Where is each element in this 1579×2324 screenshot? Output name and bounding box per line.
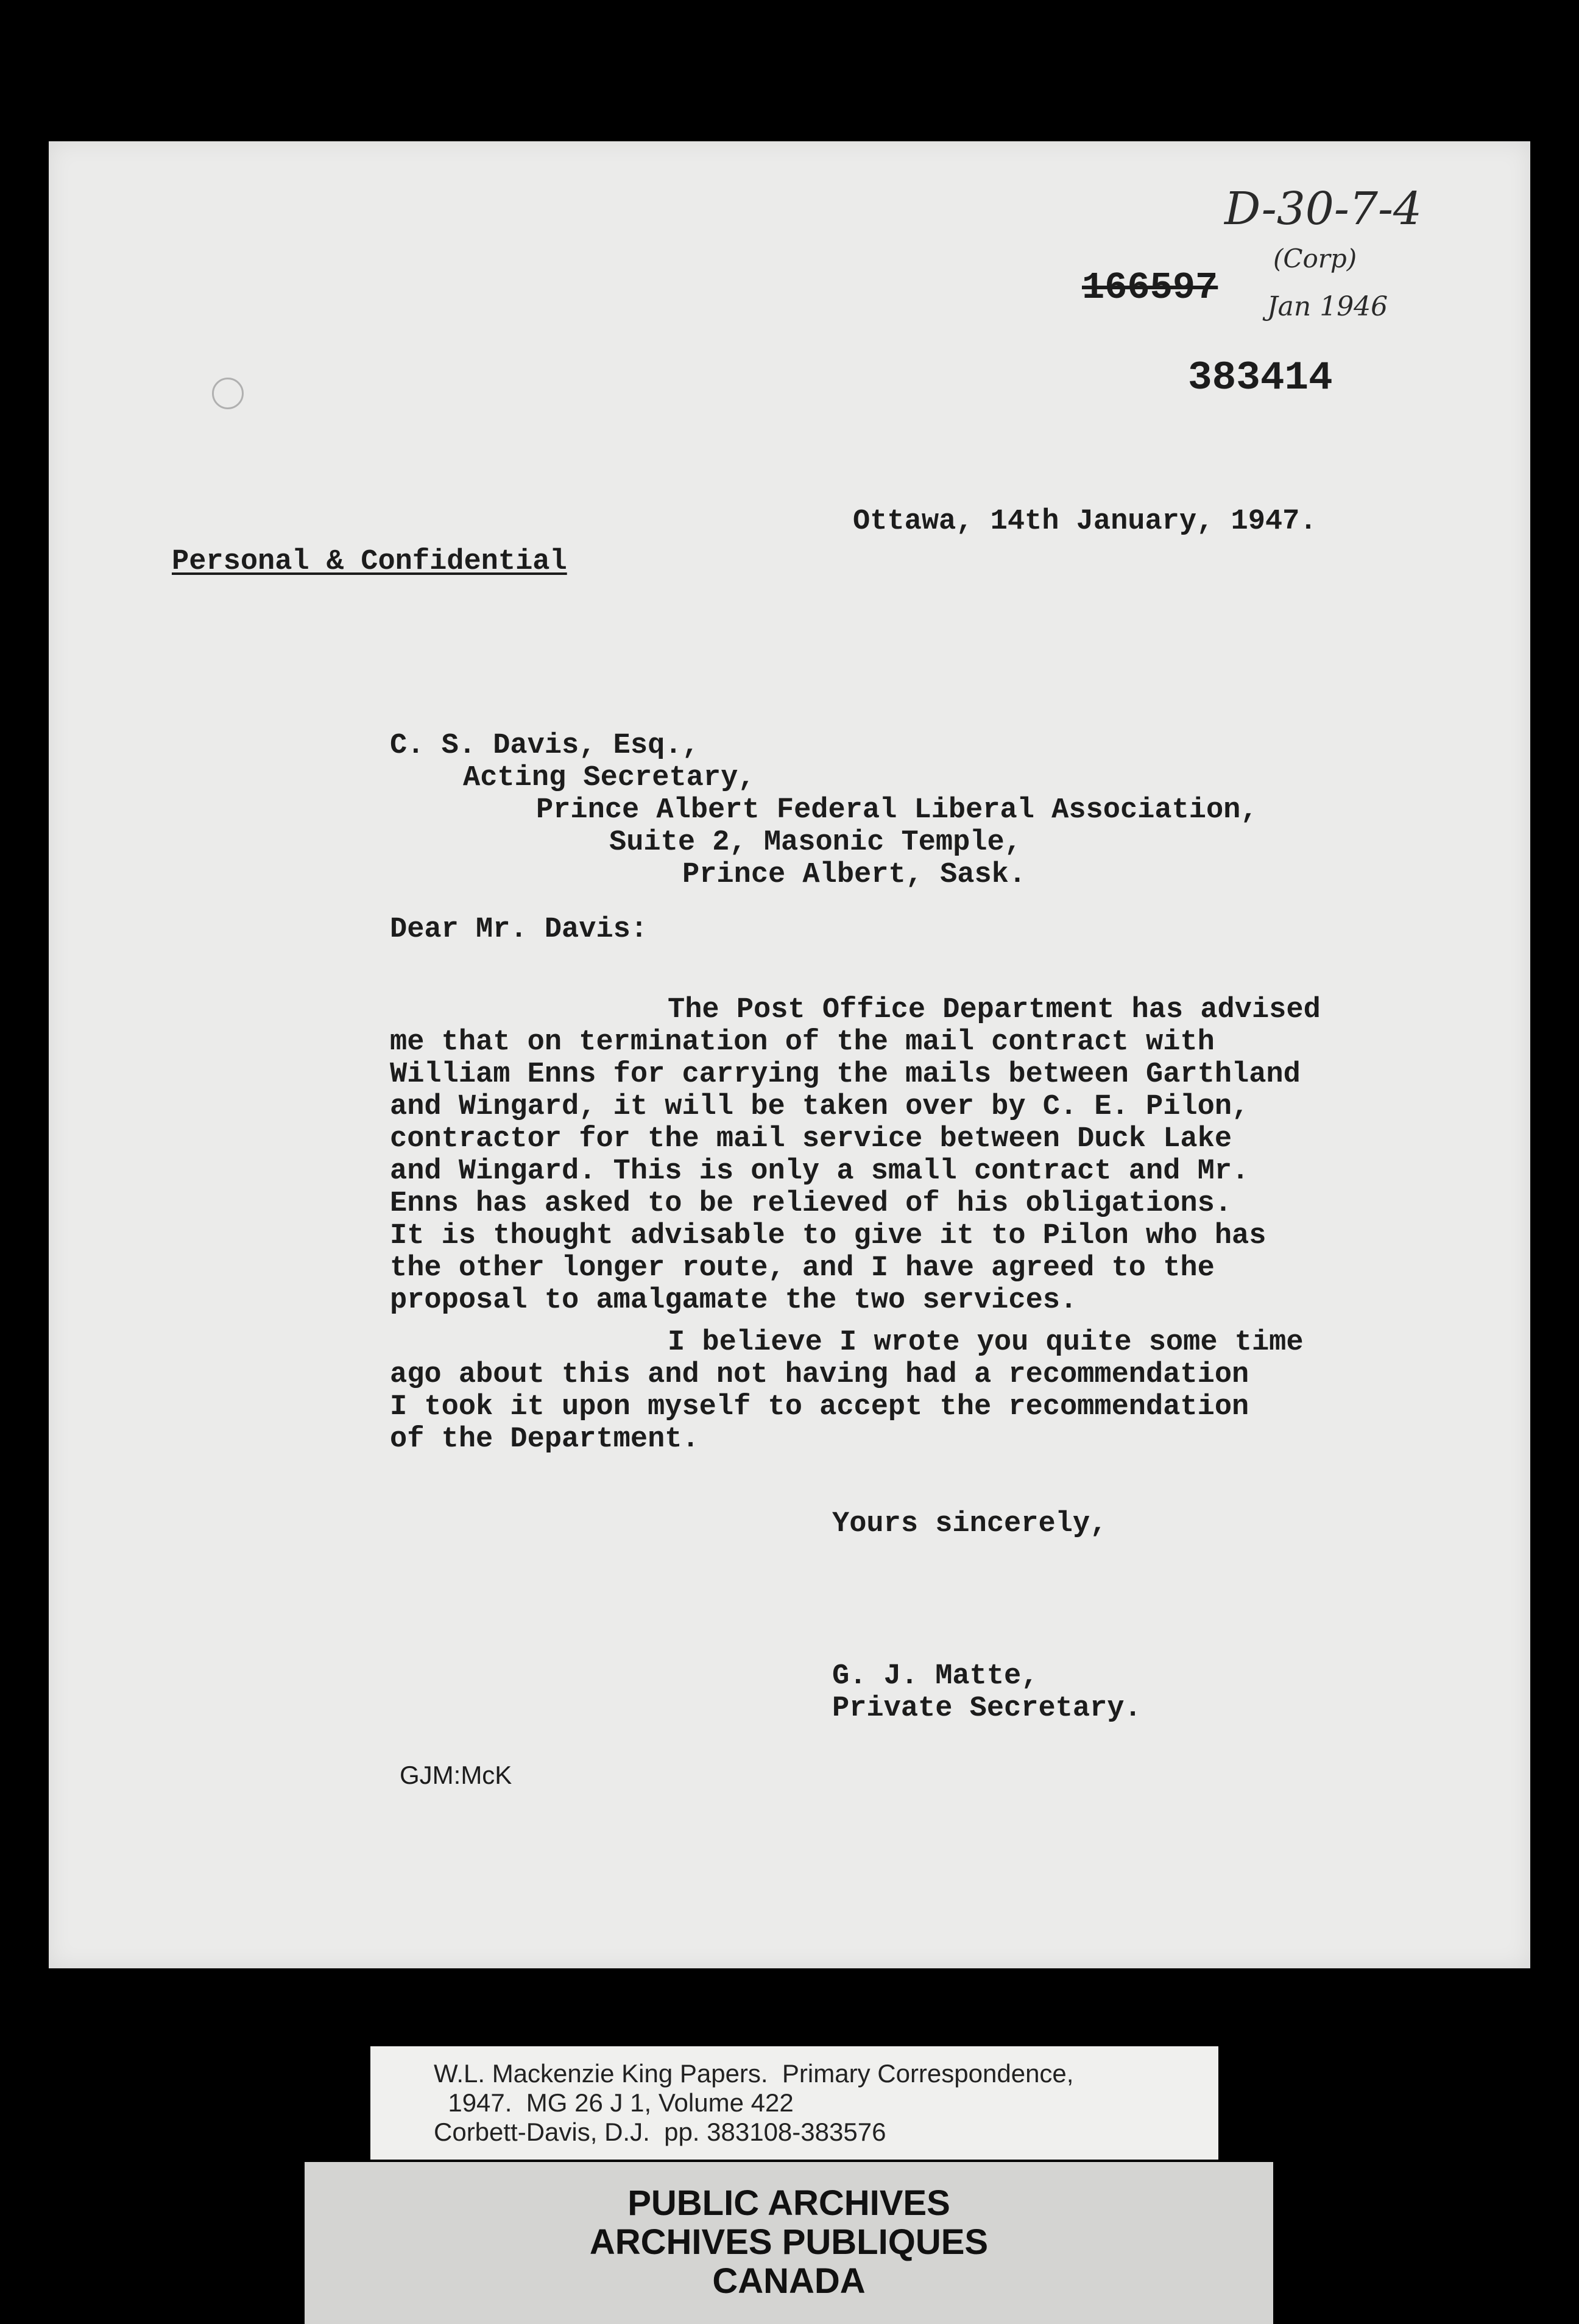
body-line: proposal to amalgamate the two services.	[390, 1284, 1078, 1317]
recipient-name: C. S. Davis, Esq.,	[390, 730, 699, 762]
handwritten-file-ref: D-30-7-4	[1224, 183, 1422, 235]
body-line: It is thought advisable to give it to Pilon who has	[390, 1220, 1266, 1252]
recipient-title: Acting Secretary,	[463, 762, 755, 794]
body-line: and Wingard. This is only a small contract and Mr.	[390, 1155, 1249, 1188]
archive-label-line: 1947. MG 26 J 1, Volume 422	[434, 2088, 794, 2117]
archive-label-line: W.L. Mackenzie King Papers. Primary Correspondence,	[434, 2059, 1074, 2088]
body-line: and Wingard, it will be taken over by C. E. Pilon,	[390, 1091, 1249, 1123]
recipient-organization: Prince Albert Federal Liberal Association,	[536, 794, 1258, 826]
recipient-address: Suite 2, Masonic Temple,	[609, 826, 1022, 859]
body-line: I took it upon myself to accept the recommendation	[390, 1391, 1249, 1423]
closing: Yours sincerely,	[832, 1508, 1107, 1540]
body-line: ago about this and not having had a recommendation	[390, 1359, 1249, 1391]
body-line: contractor for the mail service between Duck Lake	[390, 1123, 1232, 1155]
public-archives-stamp	[305, 2162, 1273, 2324]
reference-initials: GJM:McK	[400, 1761, 512, 1789]
body-line: William Enns for carrying the mails between Garthland	[390, 1058, 1301, 1091]
body-line: of the Department.	[390, 1423, 699, 1456]
signature-title: Private Secretary.	[832, 1692, 1142, 1725]
salutation: Dear Mr. Davis:	[390, 914, 648, 946]
archive-label-line: Corbett-Davis, D.J. pp. 383108-383576	[434, 2118, 886, 2146]
stamp-line: ARCHIVES PUBLIQUES	[589, 2222, 989, 2262]
classification-label: Personal & Confidential	[172, 546, 567, 578]
old-document-number: 166597	[1082, 266, 1218, 309]
body-line: I believe I wrote you quite some time	[668, 1326, 1304, 1359]
stamp-line: CANADA	[712, 2261, 866, 2301]
recipient-city: Prince Albert, Sask.	[682, 859, 1026, 891]
document-number: 383414	[1188, 355, 1333, 401]
body-line: the other longer route, and I have agreed to the	[390, 1252, 1215, 1284]
body-line: me that on termination of the mail contract with	[390, 1026, 1215, 1058]
letter-date: Ottawa, 14th January, 1947.	[853, 505, 1317, 538]
body-line: The Post Office Department has advised	[668, 994, 1321, 1026]
archive-reference-label	[370, 2046, 1218, 2160]
body-line: Enns has asked to be relieved of his obligations.	[390, 1188, 1232, 1220]
handwritten-annotation: (Corp)	[1273, 244, 1357, 273]
stamp-line: PUBLIC ARCHIVES	[627, 2183, 950, 2223]
handwritten-annotation-date: Jan 1946	[1267, 291, 1388, 322]
signature-name: G. J. Matte,	[832, 1660, 1039, 1692]
punch-hole	[212, 378, 244, 409]
